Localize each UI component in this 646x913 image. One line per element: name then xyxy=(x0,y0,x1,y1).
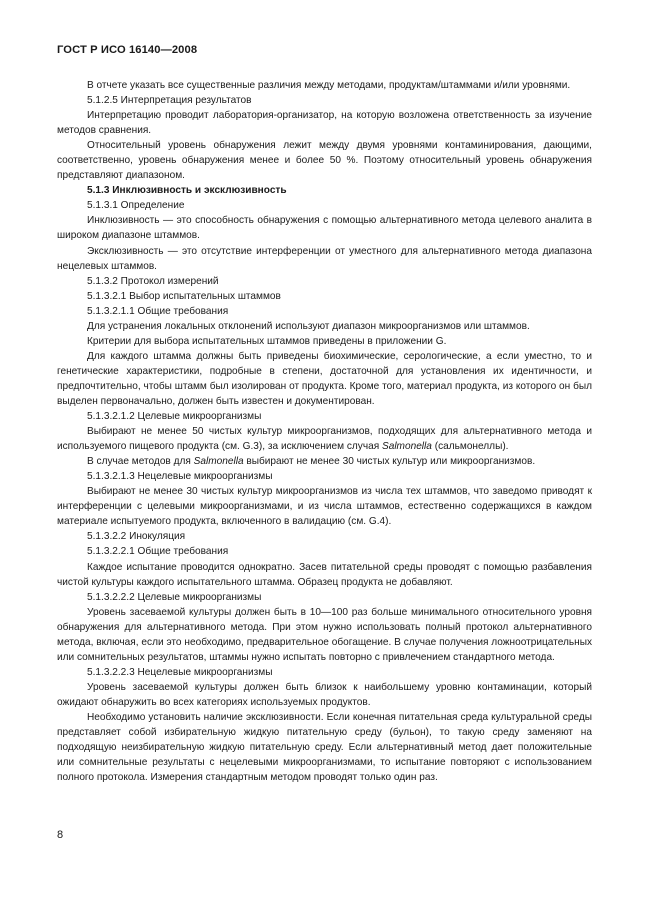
paragraph: Для каждого штамма должны быть приведены биохимические, серологические, а если уместно, то и генетические характеристики, подробные в степени, достаточной для установления их идентичности, и предпочтительно, чтобы штамм был изолирован от продукта. Кроме того, материал продукта, из которого он был выделен первоначально, должен быть известен и документирован. xyxy=(57,350,592,407)
paragraph: Выбирают не менее 30 чистых культур микроорганизмов из числа тех штаммов, что заведомо приводят к интерференции с целевыми микроорганизмами, и из числа штаммов, естественно содержащихся в каждом материале испытуемого продукта, включенного в валидацию (см. G.4). xyxy=(57,486,592,528)
section-heading: 5.1.3.2 Протокол измерений xyxy=(87,275,219,287)
paragraph: Критерии для выбора испытательных штаммов приведены в приложении G. xyxy=(87,335,447,347)
paragraph: Относительный уровень обнаружения лежит между двумя уровнями контаминирования, дающими, соответственно, уровень обнаружения менее и более 50 %. Поэтому относительный уровень обнаружения представляют диапазоном. xyxy=(57,140,592,182)
paragraph: Выбирают не менее 50 чистых культур микроорганизмов, подходящих для альтернативного метода и используемого пищевого продукта (см. G.3), за исключением случая Salmonella (сальмонеллы). xyxy=(57,426,592,453)
page-number: 8 xyxy=(57,829,64,841)
paragraph: Для устранения локальных отклонений используют диапазон микроорганизмов или штаммов. xyxy=(87,320,530,332)
paragraph: В случае методов для Salmonella выбирают не менее 30 чистых культур или микроорганизмов. xyxy=(87,456,536,468)
section-heading: 5.1.3 Инклюзивность и эксклюзивность xyxy=(87,185,287,197)
section-heading: 5.1.3.1 Определение xyxy=(87,200,185,212)
document-body xyxy=(57,78,592,785)
paragraph: В отчете указать все существенные различия между методами, продуктам/штаммами и/или уровнями. xyxy=(87,80,571,91)
section-heading: 5.1.3.2.2.2 Целевые микроорганизмы xyxy=(87,591,262,603)
section-heading: 5.1.3.2.2.3 Нецелевые микроорганизмы xyxy=(87,666,273,678)
genus-name: Salmonella xyxy=(193,456,244,468)
section-heading: 5.1.3.2.1 Выбор испытательных штаммов xyxy=(87,290,281,302)
paragraph: Эксклюзивность — это отсутствие интерференции от уместного для альтернативного метода диапазона нецелевых штаммов. xyxy=(57,245,592,272)
section-heading: 5.1.3.2.1.3 Нецелевые микроорганизмы xyxy=(87,471,273,483)
section-heading: 5.1.2.5 Интерпретация результатов xyxy=(87,95,252,107)
paragraph: Уровень засеваемой культуры должен быть в 10—100 раз больше минимального относительного уровня обнаружения для альтернативного метода. При этом нужно использовать полный протокол альтернативного метода, включая, если это необходимо, предварительное обогащение. В случае получения ложноотрицательных или сомнительных результатов, штаммы нужно испытать повторно с привлечением стандартного метода. xyxy=(57,606,592,663)
section-heading: 5.1.3.2.2.1 Общие требования xyxy=(87,546,229,558)
genus-name: Salmonella xyxy=(381,441,432,453)
paragraph: Необходимо установить наличие эксклюзивности. Если конечная питательная среда культуральной среды представляет собой избирательную жидкую питательную среду (бульон), то такую среду заменяют на подходящую неизбирательную жидкую питательную среду. Если альтернативный метод дает положительные или сомнительные результаты с нецелевыми микроорганизмами, то испытание повторяют с использованием полного протокола. Измерения стандартным методом проводят только один раз. xyxy=(57,711,592,784)
document-header: ГОСТ Р ИСО 16140—2008 xyxy=(57,44,198,56)
paragraph: Каждое испытание проводится однократно. Засев питательной среды проводят с помощью разбавления чистой культуры каждого испытательного штамма. Образец продукта не добавляют. xyxy=(57,561,592,588)
paragraph: Инклюзивность — это способность обнаружения с помощью альтернативного метода целевого аналита в широком диапазоне штаммов. xyxy=(57,215,592,242)
section-heading: 5.1.3.2.2 Инокуляция xyxy=(87,531,186,543)
section-heading: 5.1.3.2.1.2 Целевые микроорганизмы xyxy=(87,411,262,423)
paragraph: Интерпретацию проводит лаборатория-организатор, на которую возложена ответственность за изучение методов сравнения. xyxy=(57,110,592,137)
paragraph: Уровень засеваемой культуры должен быть близок к наибольшему уровню контаминации, который ожидают обнаружить во всех категориях используемых продуктов. xyxy=(57,681,592,708)
section-heading: 5.1.3.2.1.1 Общие требования xyxy=(87,305,229,317)
